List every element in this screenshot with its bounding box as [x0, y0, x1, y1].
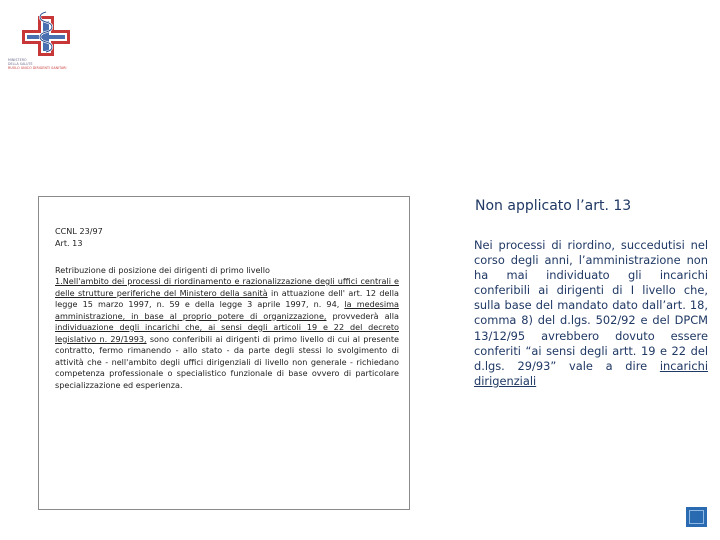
article-body [55, 276, 399, 391]
slide-heading: Non applicato l’art. 13 [475, 198, 632, 214]
logo-line-3: RUOLO UNICO DIRIGENTI SANITARI [8, 66, 67, 71]
corner-logo-icon [686, 507, 707, 527]
article-body-part-5: individuazione degli incarichi che, ai sensi degli articoli 19 e 22 del decreto legislativo n. 29/1993, [55, 322, 399, 344]
article-body-part-1: 1.Nell'ambito dei processi di riordinamento e razionalizzazione degli uffici centrali e delle strutture periferiche del Ministero della sanità [55, 276, 399, 298]
article-title: Retribuzione di posizione dei dirigenti di primo livello [55, 265, 270, 275]
contract-reference: CCNL 23/97 [55, 226, 103, 236]
logo-line-2: DELLA SALUTE [8, 62, 33, 67]
commentary-text [474, 238, 708, 389]
cross-emblem-icon [18, 10, 74, 58]
logo-caption [8, 58, 108, 71]
ministry-logo [8, 6, 108, 76]
commentary-main: Nei processi di riordino, succedutisi nel corso degli anni, l’amministrazione non ha mai individuato gli incarichi conferibili ai dirigenti di I livello che, sulla base del mandato dato dall’art. 18, comma 8) del d.lgs. 502/92 e del DPCM 13/12/95 avrebbero dovuto essere conferiti “ai sensi degli artt. 19 e 22 del d.lgs. 29/93” vale a dire [474, 238, 708, 373]
ccnl-article-box [38, 196, 410, 510]
commentary-underlined: incarichi dirigenziali [474, 358, 708, 388]
article-body-part-2: in attuazione dell' art. 12 della legge 15 marzo 1997, n. 59 e della legge 3 aprile 1997, n. 94, [55, 287, 399, 309]
article-body-part-4: provvederà alla [326, 310, 400, 321]
article-reference: Art. 13 [55, 238, 83, 248]
article-body-part-3: la medesima amministrazione, in base al proprio potere di organizzazione, [55, 299, 399, 321]
ccnl-article-content [55, 225, 399, 391]
logo-line-1: MINISTERO [8, 58, 27, 62]
article-body-part-6: sono conferibili ai dirigenti di primo livello di cui al presente contratto, fermo rimanendo - allo stato - da parte degli stessi lo svolgimento di attività che - nell'ambito degli uffici dirigenziali di livello non generale - richiedano competenza professionale o specialistico funzionale di base ovvero di particolare specializzazione ed esperienza. [55, 333, 399, 390]
